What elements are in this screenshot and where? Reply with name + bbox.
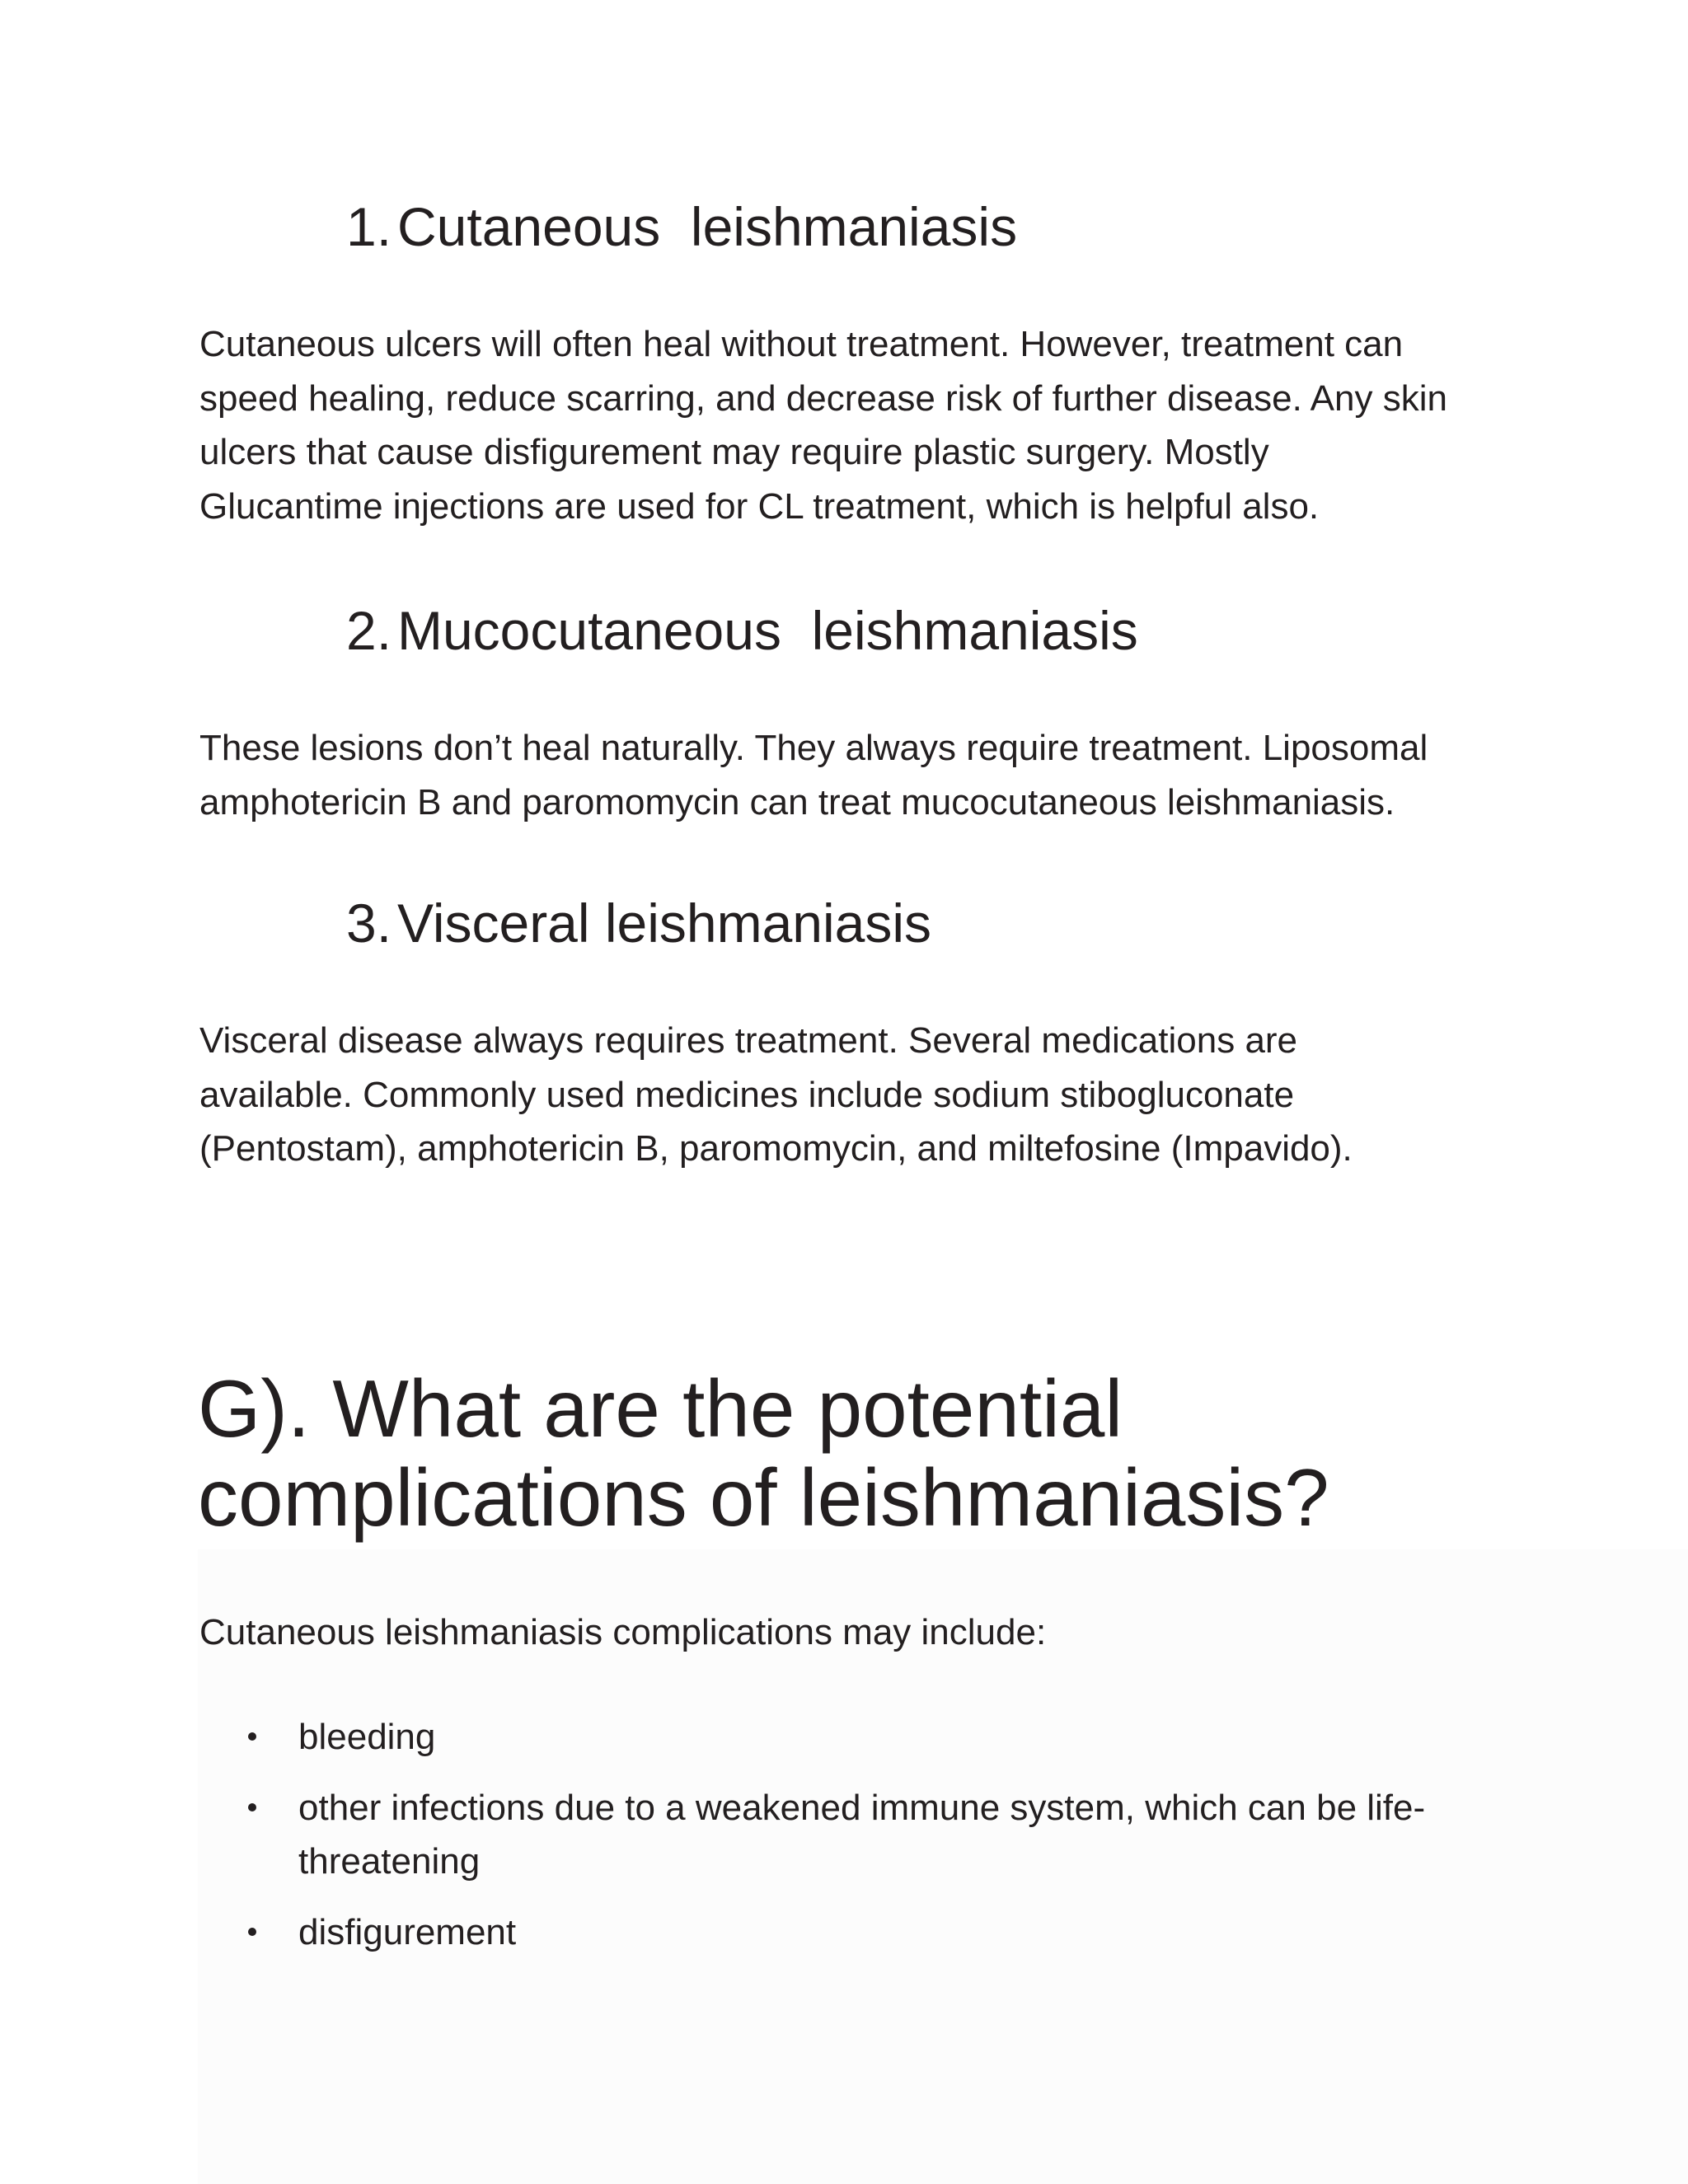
section-heading-cutaneous [346,194,1017,260]
paragraph-line: These lesions don’t heal naturally. They always require treatment. Liposomal [199,728,1428,768]
list-item-text: threatening [298,1841,481,1882]
paragraph-line: Glucantime injections are used for CL treatment, which is helpful also. [199,485,1320,527]
complications-list [0,1710,1425,1975]
section-title: Cutaneous leishmaniasis [397,196,1018,257]
list-item-text: bleeding [298,1717,436,1757]
paragraph-line: available. Commonly used medicines include sodium stibogluconate [199,1074,1295,1115]
section-title: Visceral leishmaniasis [397,893,932,954]
list-item-text: other infections due to a weakened immune system, which can be life- [298,1787,1426,1828]
complications-intro [199,1605,1518,1660]
paragraph-line: amphotericin B and paromomycin can treat mucocutaneous leishmaniasis. [199,781,1395,823]
list-item-text: disfigurement [298,1911,517,1952]
section-paragraph-mucocutaneous [199,721,1518,829]
intro-line: Cutaneous leishmaniasis complications may include: [199,1612,1047,1652]
paragraph-line: ulcers that cause disfigurement may require plastic surgery. Mostly [199,432,1269,472]
section-paragraph-visceral [199,1014,1518,1176]
section-number: 2. [346,600,392,661]
heading-line: G). What are the potential [198,1363,1123,1454]
section-number: 1. [346,196,392,257]
section-number: 3. [346,893,392,954]
bullet-icon [248,1732,256,1741]
bullet-icon [248,1928,256,1936]
list-item [0,1710,1425,1765]
complications-heading [198,1364,1329,1542]
paragraph-line: speed healing, reduce scarring, and decrease risk of further disease. Any skin [199,377,1447,419]
list-item [0,1781,1425,1889]
paragraph-line: Cutaneous ulcers will often heal without treatment. However, treatment can [199,324,1404,364]
paragraph-line: Visceral disease always requires treatment. Several medications are [199,1020,1298,1061]
heading-line: complications of leishmaniasis? [198,1452,1329,1543]
paragraph-line: (Pentostam), amphotericin B, paromomycin, and miltefosine (Impavido). [199,1128,1353,1169]
section-heading-visceral [346,890,931,956]
list-item [0,1905,1425,1960]
section-paragraph-cutaneous [199,317,1518,533]
section-heading-mucocutaneous [346,598,1138,663]
bullet-icon [248,1803,256,1811]
section-title: Mucocutaneous leishmaniasis [397,600,1138,661]
